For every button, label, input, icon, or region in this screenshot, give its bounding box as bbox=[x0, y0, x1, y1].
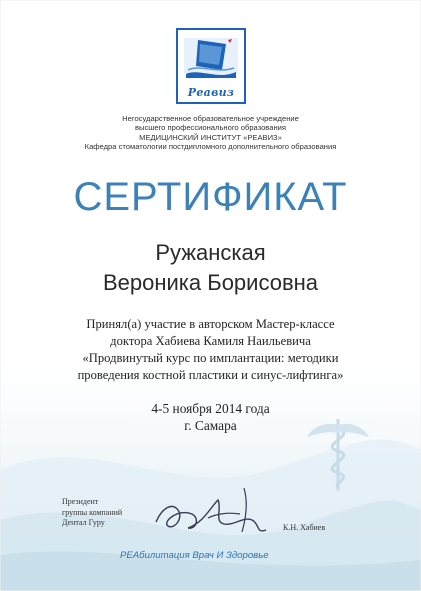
event-city: г. Самара bbox=[184, 418, 237, 433]
header-line: Негосударственное образовательное учреждение bbox=[122, 114, 299, 123]
recipient-given-names: Вероника Борисовна bbox=[102, 270, 319, 295]
slogan: РЕАбилитация Врач И Здоровье bbox=[120, 550, 269, 561]
certificate-title: СЕРТИФИКАТ bbox=[73, 175, 348, 219]
header-line: Кафедра стоматологии постдипломного дополнительного образования bbox=[84, 142, 337, 152]
body-line: проведения костной пластики и синус-лифтинга» bbox=[77, 368, 344, 382]
signer-name: К.Н. Хабиев bbox=[283, 523, 326, 532]
president-line: группы компаний bbox=[62, 507, 123, 517]
body-line: доктора Хабиева Камиля Наильевича bbox=[110, 334, 311, 348]
body-line: Принял(а) участие в авторском Мастер-классе bbox=[86, 317, 335, 331]
caduceus-icon bbox=[303, 415, 373, 495]
logo-wordmark: Реавиз bbox=[187, 86, 235, 99]
president-line: Президент bbox=[62, 497, 99, 506]
handwritten-signature bbox=[148, 478, 278, 548]
recipient-surname: Ружанская bbox=[155, 240, 266, 265]
president-block bbox=[62, 497, 122, 529]
header-line: высшего профессионального образования bbox=[134, 123, 287, 133]
event-date: 4-5 ноября 2014 года bbox=[151, 401, 270, 416]
reaviz-logo bbox=[176, 28, 246, 104]
institution-header bbox=[40, 114, 381, 152]
body-line: «Продвинутый курс по имплантации: методики bbox=[82, 351, 339, 365]
certificate-body bbox=[20, 316, 401, 384]
header-line: МЕДИЦИНСКИЙ ИНСТИТУТ «РЕАВИЗ» bbox=[139, 132, 282, 142]
president-line: Дентал Гуру bbox=[62, 518, 105, 528]
